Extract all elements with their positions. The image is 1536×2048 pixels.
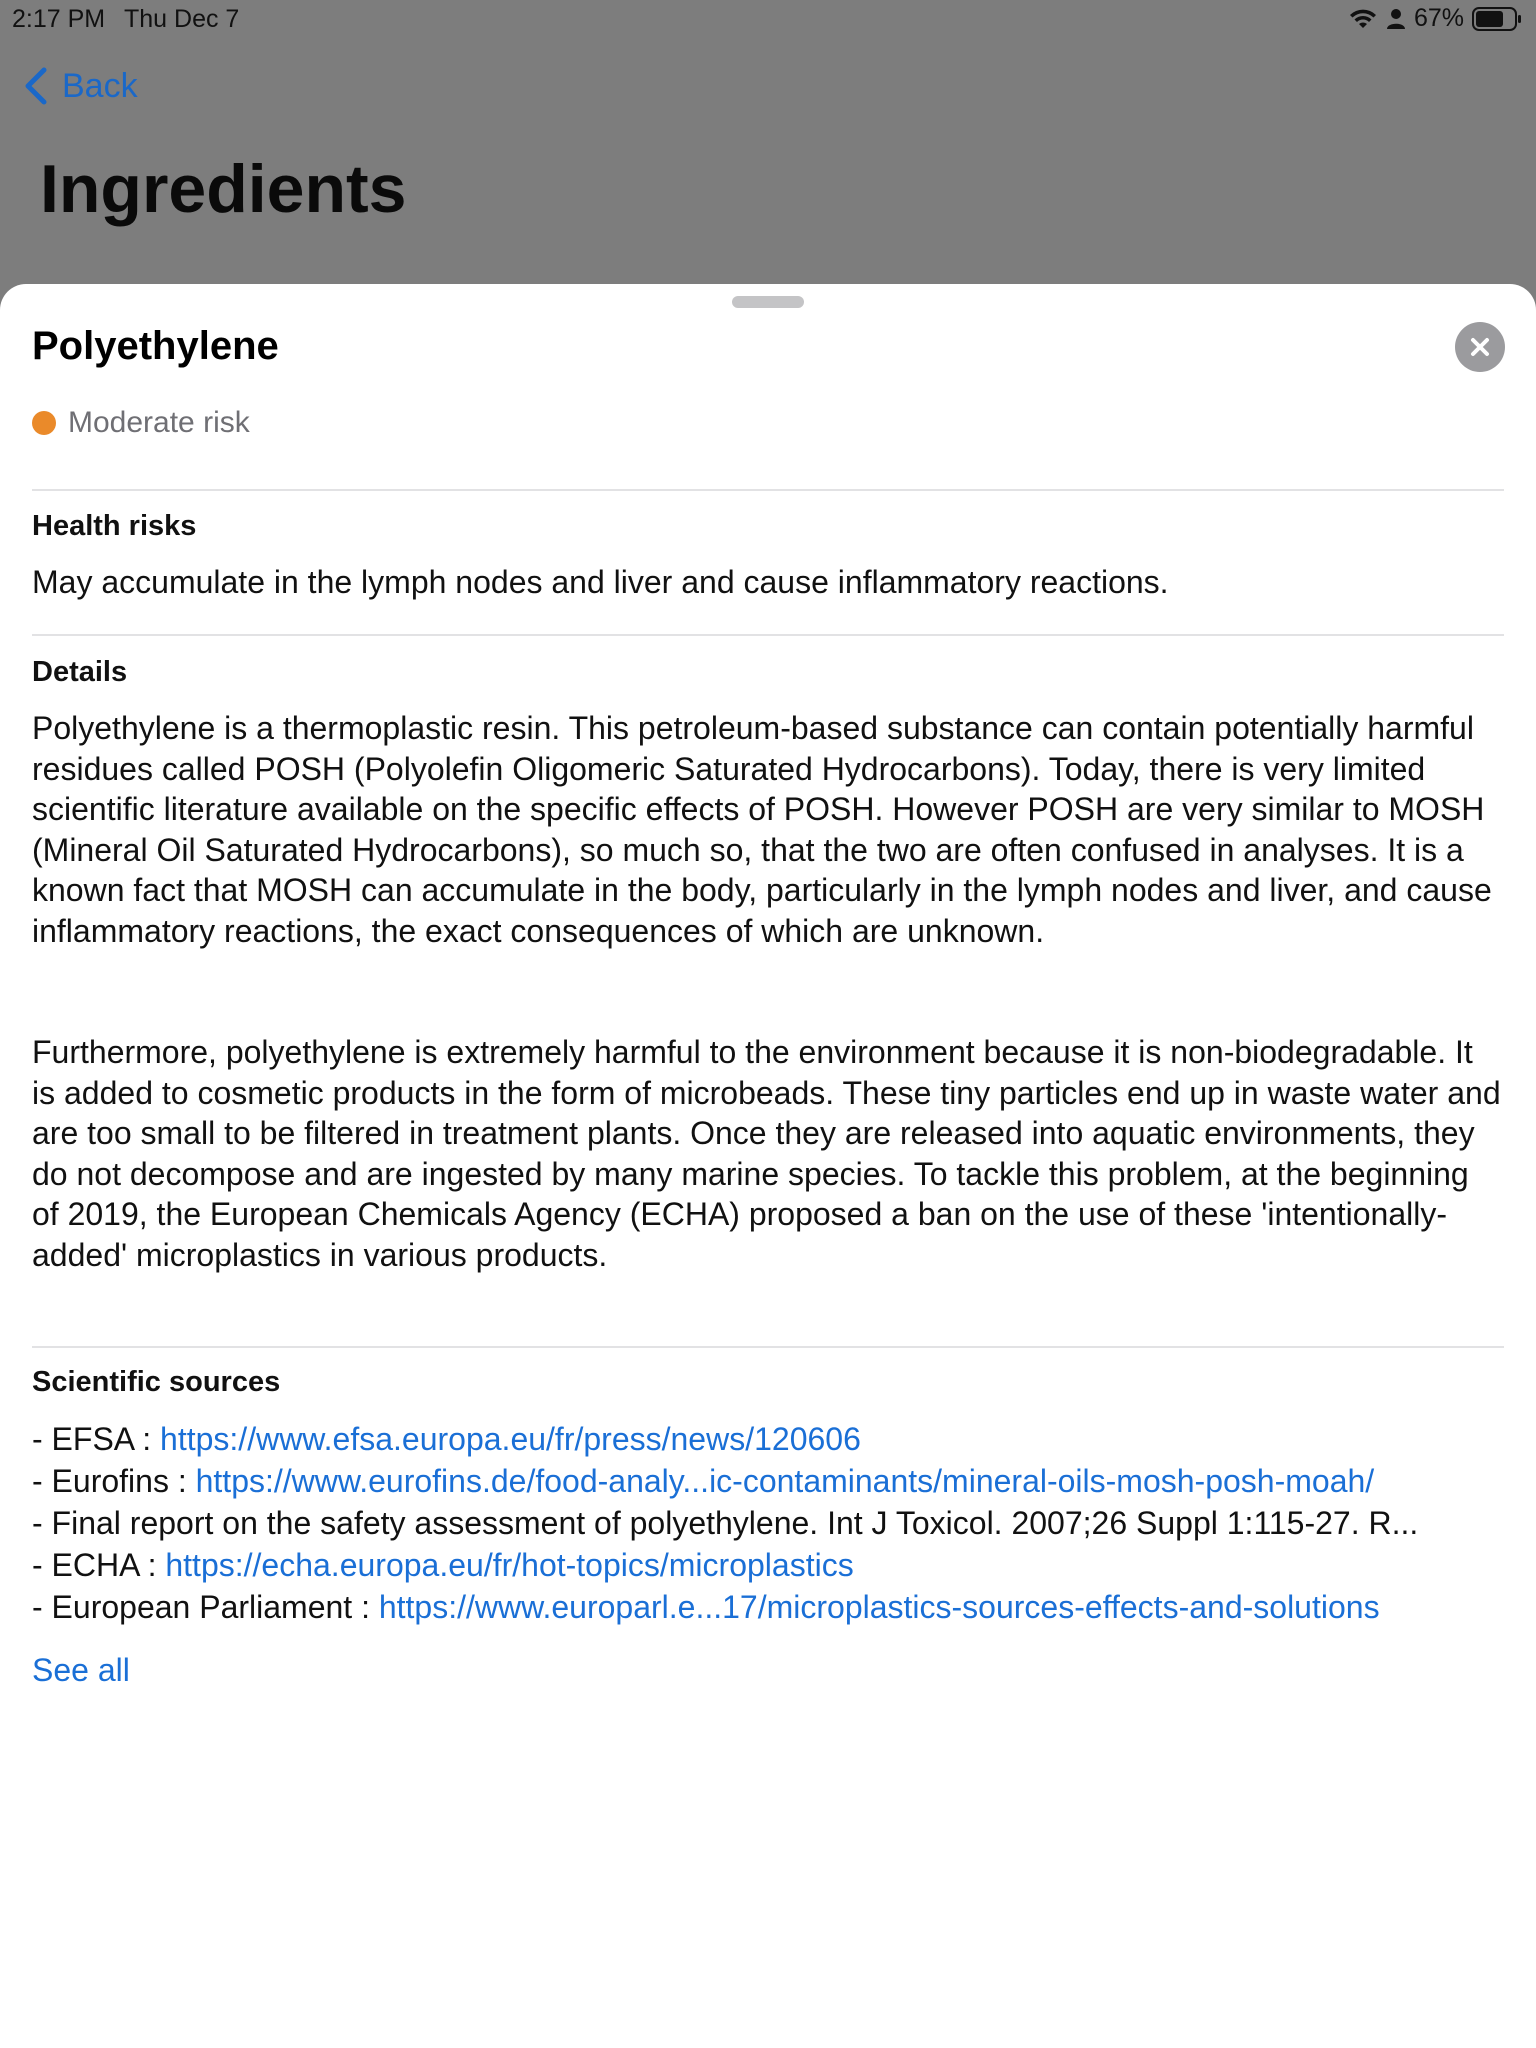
health-risks-heading: Health risks: [32, 510, 197, 542]
source-link[interactable]: https://echa.europa.eu/fr/hot-topics/microplastics: [165, 1547, 854, 1583]
status-indicators: [1348, 4, 1522, 33]
source-item: [32, 1586, 1504, 1628]
back-label: Back: [62, 66, 138, 105]
source-label: - ECHA :: [32, 1547, 166, 1583]
status-time: 2:17 PM: [12, 5, 106, 33]
divider: [32, 1346, 1504, 1348]
battery-icon: [1472, 6, 1522, 32]
source-item: [32, 1460, 1504, 1502]
close-icon: [1469, 336, 1491, 358]
risk-indicator: [32, 406, 250, 440]
ingredient-sheet: [0, 284, 1536, 2048]
chevron-left-icon: [22, 66, 50, 106]
sources-heading: Scientific sources: [32, 1366, 281, 1398]
source-item: [32, 1502, 1504, 1544]
source-link[interactable]: https://www.eurofins.de/food-analy...ic-contaminants/mineral-oils-mosh-posh-moah/: [195, 1463, 1375, 1499]
source-label: - European Parliament :: [32, 1589, 379, 1625]
source-item: [32, 1544, 1504, 1586]
details-heading: Details: [32, 656, 128, 688]
divider: [32, 634, 1504, 636]
back-button[interactable]: [22, 66, 138, 106]
source-link[interactable]: https://www.europarl.e...17/microplastics-sources-effects-and-solutions: [378, 1589, 1380, 1625]
ingredient-name: Polyethylene: [32, 324, 279, 368]
details-paragraph-2: Furthermore, polyethylene is extremely harmful to the environment because it is non-biodegradable. It is added to cosmetic products in the form of microbeads. These tiny particles end up in waste water and are too small to be filtered in treatment plants. Once they are released into aquatic environments, they do not decompose and are ingested by many marine species. To tackle this problem, at the beginning of 2019, the European Chemicals Agency (ECHA) proposed a ban on the use of these 'intentionally-added' microplastics in various products.: [32, 1034, 1501, 1273]
page-title: Ingredients: [40, 151, 407, 227]
health-risks-text: May accumulate in the lymph nodes and liver and cause inflammatory reactions.: [32, 564, 1169, 600]
sheet-grabber[interactable]: [732, 296, 804, 308]
sources-list: [32, 1418, 1504, 1628]
person-icon: [1386, 8, 1406, 30]
source-link[interactable]: https://www.efsa.europa.eu/fr/press/news/120606: [160, 1421, 861, 1457]
wifi-icon: [1348, 7, 1378, 31]
source-label: - Eurofins :: [32, 1463, 196, 1499]
close-button[interactable]: [1455, 322, 1505, 372]
battery-percent: 67%: [1413, 4, 1464, 32]
status-bar: [0, 0, 1536, 40]
risk-label: Moderate risk: [68, 406, 250, 439]
details-paragraph-1: Polyethylene is a thermoplastic resin. This petroleum-based substance can contain potentially harmful residues called POSH (Polyolefin Oligomeric Saturated Hydrocarbons). Today, there is very limited scientific literature available on the specific effects of POSH. However POSH are very similar to MOSH (Mineral Oil Saturated Hydrocarbons), so much so, that the two are often confused in analyses. It is a known fact that MOSH can accumulate in the body, particularly in the lymph nodes and liver, and cause inflammatory reactions, the exact consequences of which are unknown.: [32, 710, 1492, 949]
source-label: - EFSA :: [32, 1421, 161, 1457]
status-date: Thu Dec 7: [124, 5, 240, 33]
divider: [32, 489, 1504, 491]
source-item: [32, 1418, 1504, 1460]
source-label: - Final report on the safety assessment of polyethylene. Int J Toxicol. 2007;26 Suppl 1:115-27. R...: [32, 1505, 1419, 1541]
see-all-link[interactable]: See all: [32, 1652, 130, 1688]
risk-dot: [32, 411, 56, 435]
